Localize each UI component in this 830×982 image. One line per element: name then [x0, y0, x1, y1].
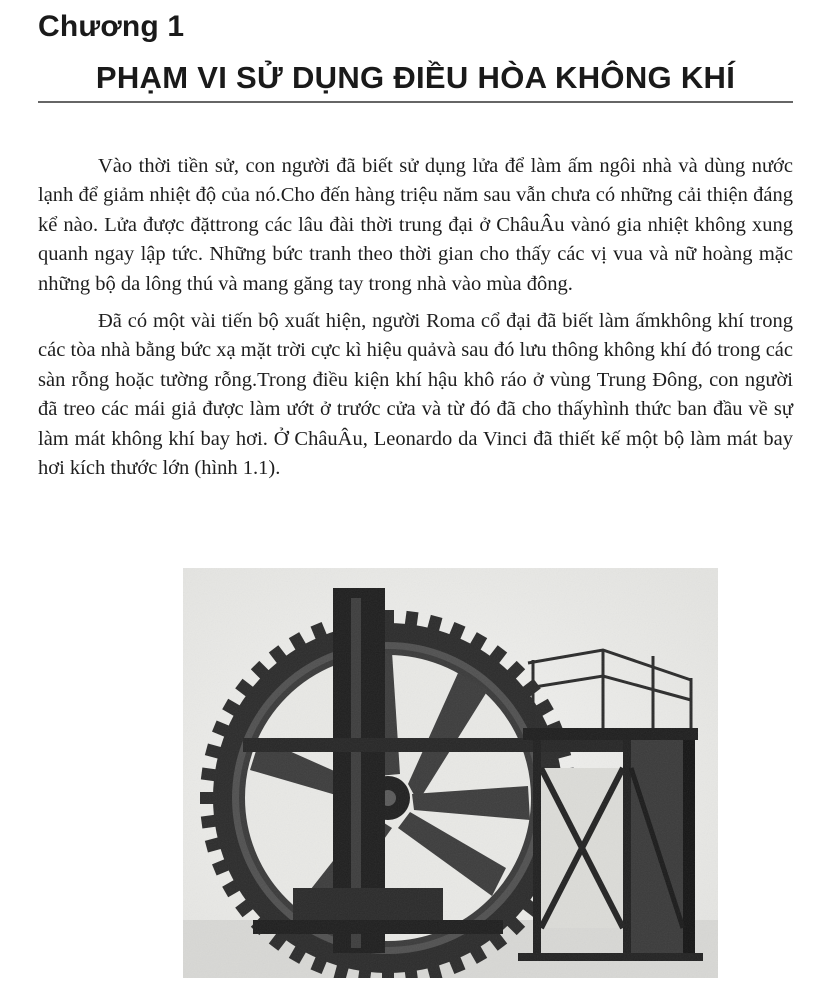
- cooling-wheel-illustration: [183, 568, 718, 978]
- body-text: [38, 152, 793, 491]
- page-title: PHẠM VI SỬ DỤNG ĐIỀU HÒA KHÔNG KHÍ: [95, 60, 736, 95]
- paragraph-1: Vào thời tiền sử, con người đã biết sử dụng lửa để làm ấm ngôi nhà và dùng nước lạnh để giảm nhiệt độ của nó.Cho đến hàng triệu năm sau vẫn chưa có những cải thiện đáng kể nào. Lửa được đặttrong các lâu đài thời trung đại ở ChâuÂu vànó gia nhiệt không xung quanh ngay lập tức. Những bức tranh theo thời gian cho thấy các vị vua và nữ hoàng mặc những bộ da lông thú và mang găng tay trong nhà vào mùa đông.: [38, 155, 793, 295]
- figure-1-1: [183, 568, 718, 978]
- paragraph-2: Đã có một vài tiến bộ xuất hiện, người Roma cổ đại đã biết làm ấmkhông khí trong các tòa nhà bằng bức xạ mặt trời cực kì hiệu quảvà sau đó lưu thông không khí đó trong các sàn rỗng hoặc tường rỗng.Trong điều kiện khí hậu khô ráo ở vùng Trung Đông, con người đã treo các mái giả được làm ướt ở trước cửa và từ đó đã cho thấyhình thức ban đầu về sự làm mát không khí bay hơi. Ở ChâuÂu, Leonardo da Vinci đã thiết kế một bộ làm mát bay hơi kích thước lớn (hình 1.1).: [38, 310, 793, 480]
- chapter-heading: Chương 1: [38, 10, 185, 43]
- title-divider: [38, 101, 793, 103]
